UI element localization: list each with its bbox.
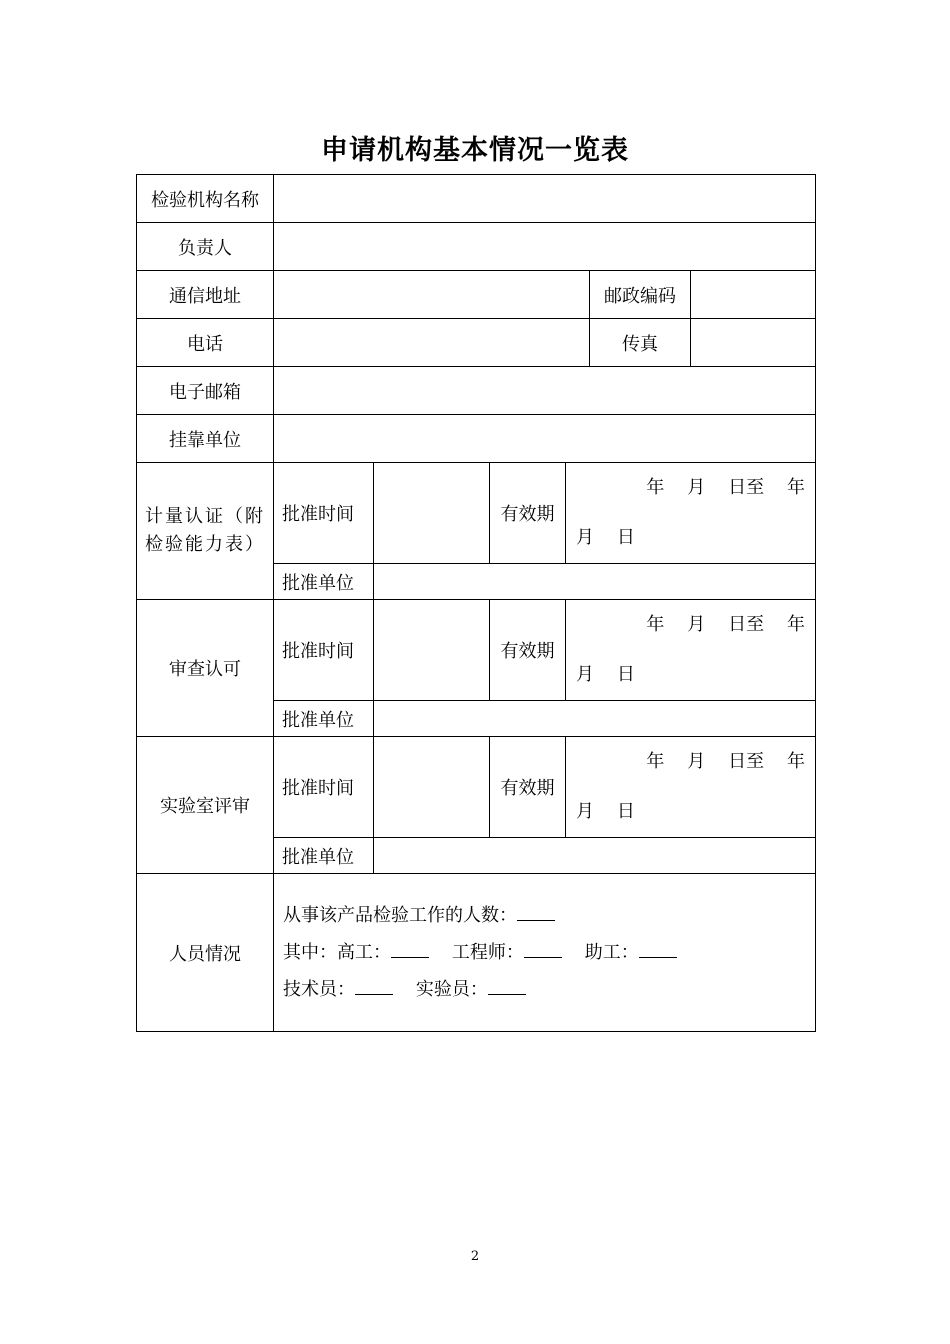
cert-1-period-line2: 月 日 <box>576 527 635 548</box>
field-staff <box>274 874 816 1032</box>
staff-assistant-blank[interactable] <box>639 939 677 958</box>
field-email[interactable] <box>274 367 816 415</box>
staff-line-1 <box>283 897 806 934</box>
label-cert-1: 计量认证（附检验能力表） <box>137 463 274 600</box>
label-fax: 传真 <box>590 319 691 367</box>
label-cert-1-validity: 有效期 <box>490 463 566 564</box>
label-email: 电子邮箱 <box>137 367 274 415</box>
staff-lab-label: 实验员： <box>415 979 488 1000</box>
staff-senior-label: 其中：高工： <box>283 942 391 963</box>
field-cert-1-validity-period[interactable] <box>566 463 816 564</box>
row-phone <box>137 319 816 367</box>
staff-assistant-label: 助工： <box>584 942 639 963</box>
row-cert-1-time <box>137 463 816 564</box>
field-cert-1-approval-unit[interactable] <box>374 564 816 600</box>
field-postcode[interactable] <box>691 271 816 319</box>
staff-engineer-blank[interactable] <box>524 939 562 958</box>
field-cert-1-approval-time[interactable] <box>374 463 490 564</box>
label-cert-3-approval-time: 批准时间 <box>274 737 374 838</box>
field-phone[interactable] <box>274 319 590 367</box>
cert-3-period-line1: 年 月 日至 年 <box>646 751 806 772</box>
label-leader: 负责人 <box>137 223 274 271</box>
row-cert-3-time <box>137 737 816 838</box>
label-address: 通信地址 <box>137 271 274 319</box>
field-cert-2-validity-period[interactable] <box>566 600 816 701</box>
label-cert-2-approval-unit: 批准单位 <box>274 701 374 737</box>
field-cert-3-validity-period[interactable] <box>566 737 816 838</box>
form-title: 申请机构基本情况一览表 <box>321 135 629 166</box>
row-address <box>137 271 816 319</box>
label-cert-3-validity: 有效期 <box>490 737 566 838</box>
org-info-table <box>136 174 816 1032</box>
staff-line-2 <box>283 934 806 971</box>
field-cert-2-approval-time[interactable] <box>374 600 490 701</box>
field-cert-2-approval-unit[interactable] <box>374 701 816 737</box>
cert-1-period-line1: 年 月 日至 年 <box>646 477 806 498</box>
field-cert-3-approval-time[interactable] <box>374 737 490 838</box>
row-org-name <box>137 175 816 223</box>
field-cert-3-approval-unit[interactable] <box>374 838 816 874</box>
page-number: 2 <box>470 1249 480 1264</box>
label-cert-3-approval-unit: 批准单位 <box>274 838 374 874</box>
label-staff: 人员情况 <box>137 874 274 1032</box>
row-affiliation <box>137 415 816 463</box>
field-org-name[interactable] <box>274 175 816 223</box>
label-cert-1-approval-time: 批准时间 <box>274 463 374 564</box>
row-staff <box>137 874 816 1032</box>
cert-2-period-line2: 月 日 <box>576 664 635 685</box>
label-phone: 电话 <box>137 319 274 367</box>
field-affiliation[interactable] <box>274 415 816 463</box>
field-leader[interactable] <box>274 223 816 271</box>
row-cert-2-time <box>137 600 816 701</box>
label-cert-3: 实验室评审 <box>137 737 274 874</box>
cert-3-period-line2: 月 日 <box>576 801 635 822</box>
staff-technician-label: 技术员： <box>283 979 355 1000</box>
row-email <box>137 367 816 415</box>
label-cert-1-approval-unit: 批准单位 <box>274 564 374 600</box>
staff-total-label: 从事该产品检验工作的人数： <box>283 905 517 926</box>
cert-2-period-line1: 年 月 日至 年 <box>646 614 806 635</box>
row-leader <box>137 223 816 271</box>
staff-engineer-label: 工程师： <box>451 942 524 963</box>
label-cert-2: 审查认可 <box>137 600 274 737</box>
label-postcode: 邮政编码 <box>590 271 691 319</box>
staff-line-3 <box>283 971 806 1008</box>
staff-senior-blank[interactable] <box>391 939 429 958</box>
label-cert-2-approval-time: 批准时间 <box>274 600 374 701</box>
staff-total-blank[interactable] <box>517 902 555 921</box>
label-cert-2-validity: 有效期 <box>490 600 566 701</box>
staff-technician-blank[interactable] <box>355 976 393 995</box>
field-address[interactable] <box>274 271 590 319</box>
staff-lab-blank[interactable] <box>488 976 526 995</box>
field-fax[interactable] <box>691 319 816 367</box>
label-org-name: 检验机构名称 <box>137 175 274 223</box>
label-affiliation: 挂靠单位 <box>137 415 274 463</box>
